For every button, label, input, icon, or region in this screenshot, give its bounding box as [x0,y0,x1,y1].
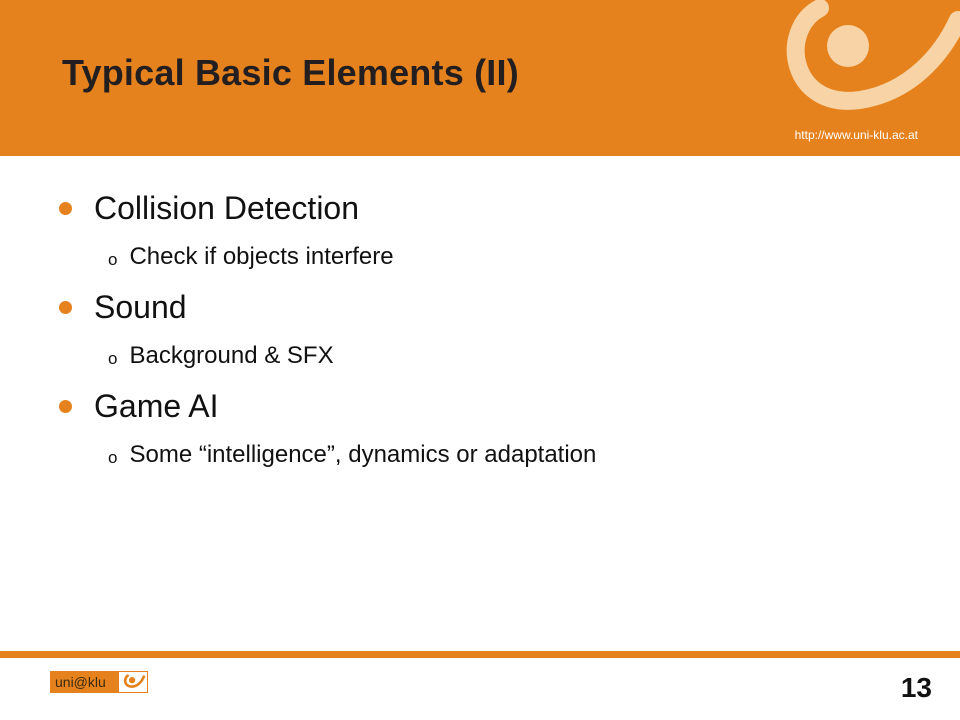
bullet-text: Sound [94,289,187,325]
sub-bullet-item [108,243,394,271]
bullet-item [59,190,359,227]
slide-content [0,156,960,636]
sub-bullet-marker-icon: o [108,448,118,467]
slide-title: Typical Basic Elements (II) [62,52,519,93]
bullet-item [59,289,187,326]
sub-bullet-marker-icon: o [108,349,118,368]
bullet-item [59,388,219,425]
slide-header [0,0,960,156]
sub-bullet-text: Check if objects interfere [129,243,394,270]
bullet-text: Game AI [94,388,219,424]
sub-bullet-text: Background & SFX [129,342,334,369]
bullet-text: Collision Detection [94,190,360,226]
sub-bullet-item [108,342,334,370]
footer-logo-text: uni@klu [51,672,119,692]
bullet-dot-icon [59,400,72,413]
site-url: http://www.uni-klu.ac.at [794,128,918,142]
uni-klu-logo-icon [50,671,148,693]
sub-bullet-item [108,441,596,469]
sub-bullet-text: Some “intelligence”, dynamics or adaptation [129,441,597,468]
page-number: 13 [900,672,932,703]
bullet-dot-icon [59,301,72,314]
bullet-dot-icon [59,202,72,215]
footer-divider [0,651,960,658]
footer-logo-mark-icon [119,672,147,692]
sub-bullet-marker-icon: o [108,250,118,269]
